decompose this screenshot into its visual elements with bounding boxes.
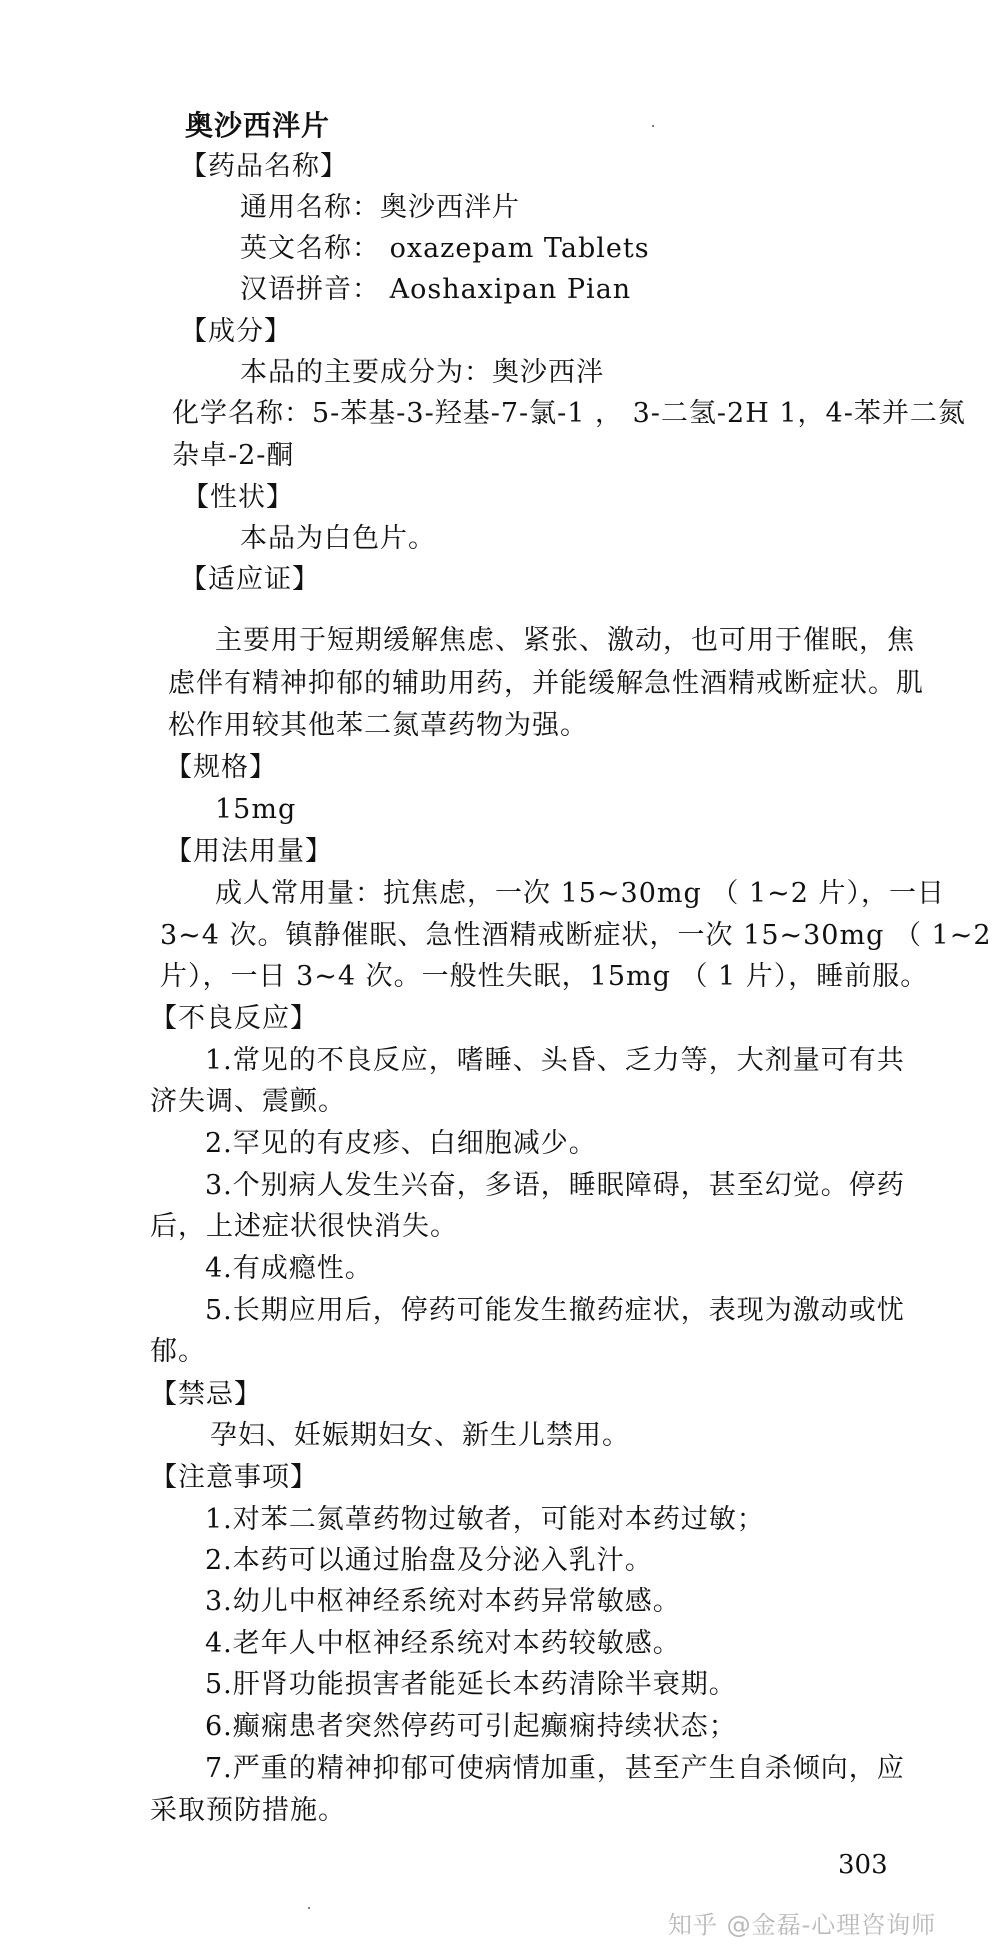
spec-value: 15mg bbox=[215, 794, 297, 825]
adverse-line-4: 3.个别病人发生兴奋，多语，睡眠障碍，甚至幻觉。停药 bbox=[205, 1170, 905, 1201]
pinyin-name: 汉语拼音： Aoshaxipan Pian bbox=[240, 274, 632, 305]
section-heading-indication: 【适应证】 bbox=[180, 564, 320, 595]
section-heading-precautions: 【注意事项】 bbox=[150, 1462, 318, 1493]
precaution-line-8: 采取预防措施。 bbox=[150, 1795, 346, 1826]
adverse-line-6: 4.有成瘾性。 bbox=[205, 1253, 373, 1284]
chemical-name-line-2: 杂卓-2-酮 bbox=[172, 440, 295, 471]
precaution-line-5: 5.肝肾功能损害者能延长本药清除半衰期。 bbox=[205, 1669, 737, 1700]
main-ingredient: 本品的主要成分为：奥沙西泮 bbox=[240, 357, 604, 388]
english-name: 英文名称： oxazepam Tablets bbox=[240, 233, 650, 264]
section-heading-dosage: 【用法用量】 bbox=[165, 836, 333, 867]
precaution-line-6: 6.癫痫患者突然停药可引起癫痫持续状态； bbox=[205, 1711, 737, 1742]
appearance-text: 本品为白色片。 bbox=[240, 523, 436, 554]
section-heading-adverse: 【不良反应】 bbox=[150, 1003, 318, 1034]
section-heading-composition: 【成分】 bbox=[180, 316, 292, 347]
section-heading-spec: 【规格】 bbox=[165, 752, 277, 783]
section-heading-appearance: 【性状】 bbox=[182, 482, 294, 513]
adverse-line-3: 2.罕见的有皮疹、白细胞减少。 bbox=[205, 1128, 597, 1159]
scan-speck bbox=[652, 125, 654, 127]
indication-line-2: 虑伴有精神抑郁的辅助用药，并能缓解急性酒精戒断症状。肌 bbox=[168, 668, 924, 699]
precaution-line-4: 4.老年人中枢神经系统对本药较敏感。 bbox=[205, 1628, 681, 1659]
indication-line-3: 松作用较其他苯二氮䓬药物为强。 bbox=[168, 710, 588, 741]
drug-title: 奥沙西泮片 bbox=[185, 109, 331, 142]
adverse-line-8: 郁。 bbox=[150, 1336, 206, 1367]
generic-name: 通用名称：奥沙西泮片 bbox=[240, 192, 520, 223]
scan-speck bbox=[308, 1907, 310, 1909]
chemical-name-line-1: 化学名称：5-苯基-3-羟基-7-氯-1 ， 3-二氢-2H 1，4-苯并二氮 bbox=[172, 398, 966, 429]
dosage-line-1: 成人常用量：抗焦虑，一次 15~30mg （ 1~2 片），一日 bbox=[215, 878, 946, 909]
section-heading-contraindication: 【禁忌】 bbox=[150, 1379, 262, 1410]
page-number: 303 bbox=[838, 1850, 888, 1880]
dosage-line-2: 3~4 次。镇静催眠、急性酒精戒断症状，一次 15~30mg （ 1~2 bbox=[160, 920, 992, 951]
dosage-line-3: 片），一日 3~4 次。一般性失眠，15mg （ 1 片），睡前服。 bbox=[160, 961, 929, 992]
contraindication-text: 孕妇、妊娠期妇女、新生儿禁用。 bbox=[210, 1420, 630, 1451]
section-heading-name: 【药品名称】 bbox=[180, 151, 348, 182]
precaution-line-3: 3.幼儿中枢神经系统对本药异常敏感。 bbox=[205, 1586, 681, 1617]
precaution-line-7: 7.严重的精神抑郁可使病情加重，甚至产生自杀倾向，应 bbox=[205, 1753, 905, 1784]
adverse-line-7: 5.长期应用后，停药可能发生撤药症状，表现为激动或忧 bbox=[205, 1295, 905, 1326]
precaution-line-2: 2.本药可以通过胎盘及分泌入乳汁。 bbox=[205, 1545, 653, 1576]
adverse-line-2: 济失调、震颤。 bbox=[150, 1086, 346, 1117]
watermark: 知乎 @金磊-心理咨询师 bbox=[668, 1911, 937, 1939]
adverse-line-5: 后，上述症状很快消失。 bbox=[150, 1211, 458, 1242]
adverse-line-1: 1.常见的不良反应，嗜睡、头昏、乏力等，大剂量可有共 bbox=[205, 1045, 905, 1076]
precaution-line-1: 1.对苯二氮䓬药物过敏者，可能对本药过敏； bbox=[205, 1504, 765, 1535]
indication-line-1: 主要用于短期缓解焦虑、紧张、激动，也可用于催眠，焦 bbox=[215, 625, 915, 656]
